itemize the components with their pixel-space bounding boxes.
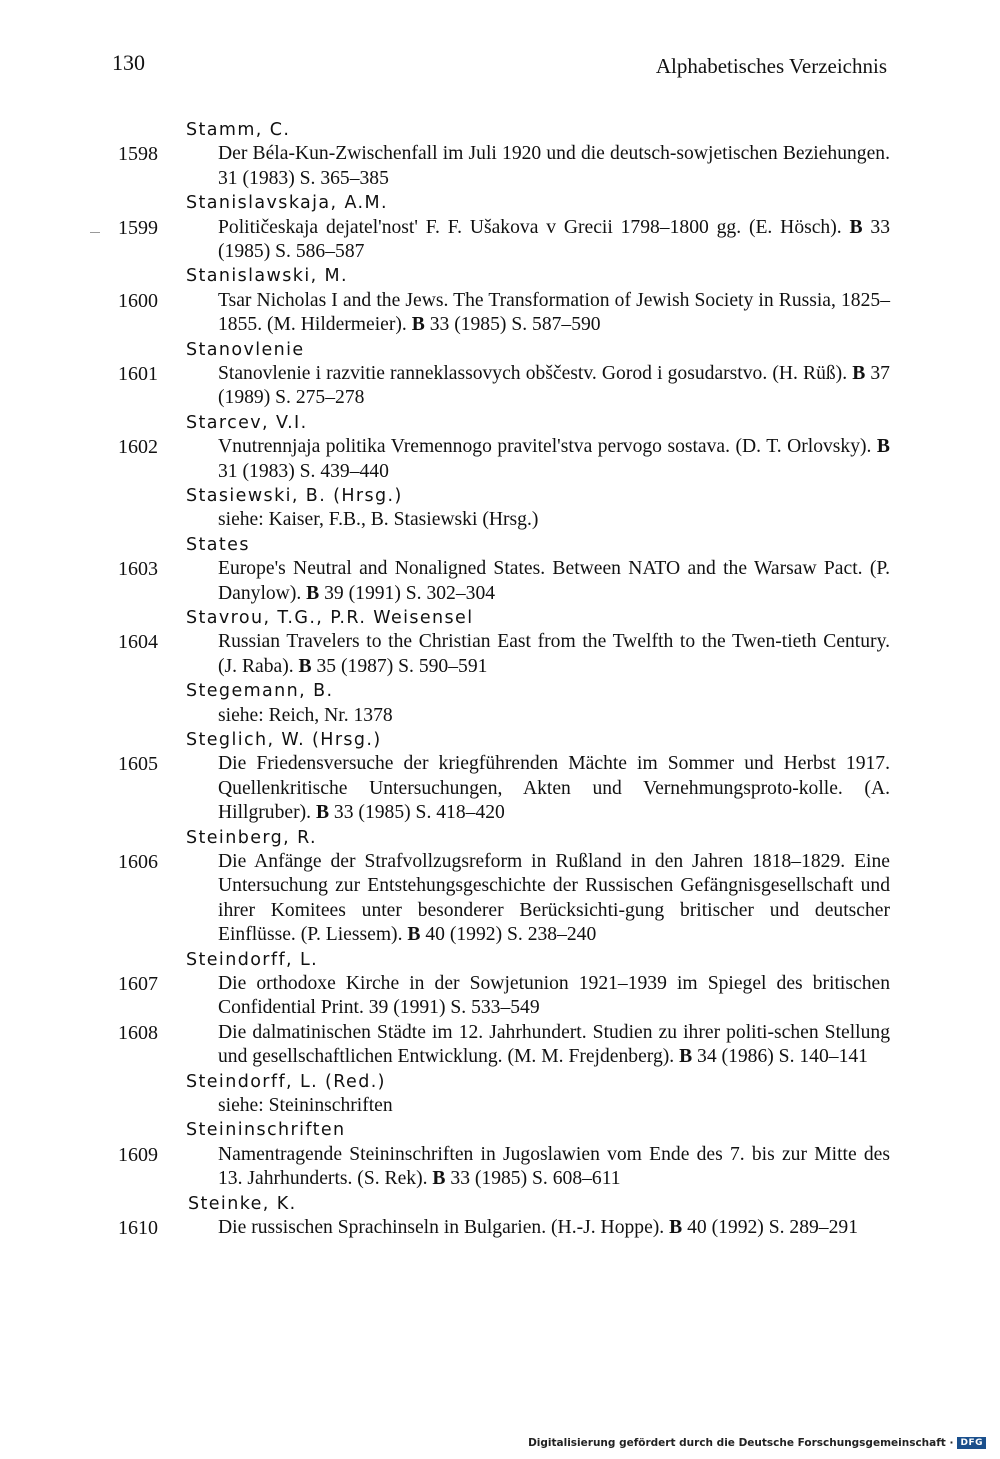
entry-heading: States [186, 534, 250, 555]
entry [118, 289, 890, 338]
entry-heading: Stavrou, T.G., P.R. Weisensel [186, 608, 474, 629]
dfg-logo: DFG [957, 1437, 986, 1449]
entry-number: 1601 [118, 363, 158, 385]
entry [118, 142, 890, 191]
entry-heading: Stamm, C. [186, 120, 291, 140]
entry-number: 1610 [118, 1217, 158, 1240]
entry-text: Stanovlenie i razvitie ranneklassovych obščestv. Gorod i gosudarstvo. (H. Rüß). B 37 (1989) S. 275–278 [218, 363, 890, 409]
entry-text: Političeskaja dejatel'nost' F. F. Ušakova v Grecii 1798–1800 gg. (E. Hösch). B 33 (1985) S. 586–587 [218, 216, 890, 262]
cross-reference: siehe: Reich, Nr. 1378 [218, 704, 393, 726]
digitization-footer [528, 1437, 986, 1449]
entry-number: 1603 [118, 558, 158, 581]
entry-number: 1604 [118, 631, 158, 654]
entry-heading: Stanovlenie [186, 339, 305, 360]
entry [118, 435, 890, 484]
entry-text: Die russischen Sprachinseln in Bulgarien. (H.-J. Hoppe). B 40 (1992) S. 289–291 [218, 1217, 858, 1239]
entry-number: 1598 [118, 143, 158, 166]
entry-heading: Stanislawski, M. [186, 266, 348, 287]
entry-heading: Steindorff, L. (Red.) [186, 1071, 386, 1092]
entry-number: 1602 [118, 436, 158, 459]
entry-text: Europe's Neutral and Nonaligned States. Between NATO and the Warsaw Pact. (P. Danylow). B 39 (1991) S. 302–304 [218, 558, 890, 604]
entry-heading: Steindorff, L. [186, 949, 319, 970]
entry [118, 630, 890, 679]
entry [118, 752, 890, 825]
entry-heading: Steinberg, R. [186, 827, 317, 848]
entry-number: 1599 [118, 216, 158, 239]
scan-mark [90, 232, 100, 233]
entry-text: Tsar Nicholas I and the Jews. The Transformation of Jewish Society in Russia, 1825–1855. (M. Hildermeier). B 33 (1985) S. 587–590 [218, 289, 890, 336]
entry-text: Die Friedensversuche der kriegführenden Mächte im Sommer und Herbst 1917. Quellenkritische Untersuchungen, Akten und Vernehmungsproto-kolle. (A. Hillgruber). B 33 (1985) S. 418–420 [218, 753, 890, 824]
entry [118, 1021, 890, 1070]
entry-heading: Steglich, W. (Hrsg.) [186, 730, 382, 751]
running-head: Alphabetisches Verzeichnis [655, 54, 887, 78]
entry-text: Russian Travelers to the Christian East from the Twelfth to the Twen-tieth Century. (J. Raba). B 35 (1987) S. 590–591 [218, 631, 890, 677]
entry-text: Der Béla-Kun-Zwischenfall im Juli 1920 und die deutsch-sowjetischen Beziehungen. 31 (1983) S. 365–385 [218, 143, 890, 189]
entry-number: 1608 [118, 1021, 158, 1044]
entry-text: Namentragende Steininschriften in Jugoslawien vom Ende des 7. bis zur Mitte des 13. Jahrhunderts. (S. Rek). B 33 (1985) S. 608–611 [218, 1143, 890, 1190]
entry-number: 1609 [118, 1143, 158, 1166]
cross-reference: siehe: Kaiser, F.B., B. Stasiewski (Hrsg.) [218, 509, 539, 531]
entry-text: Die dalmatinischen Städte im 12. Jahrhundert. Studien zu ihrer politi-schen Stellung und gesellschaftlichen Entwicklung. (M. M. Frejdenberg). B 34 (1986) S. 140–141 [218, 1021, 890, 1068]
entry [118, 557, 890, 606]
entry [118, 216, 890, 265]
cross-reference: siehe: Steininschriften [218, 1095, 393, 1117]
entry-heading: Steininschriften [186, 1120, 346, 1141]
entry [118, 1216, 890, 1240]
entry [118, 850, 890, 948]
entry-text: Vnutrennjaja politika Vremennogo pravitel'stva pervogo sostava. (D. T. Orlovsky). B 31 (1983) S. 439–440 [218, 436, 890, 482]
entry-number: 1607 [118, 973, 158, 996]
index-entries [118, 118, 890, 1240]
entry [118, 972, 890, 1021]
entry-number: 1606 [118, 851, 158, 874]
entry-heading: Stasiewski, B. (Hrsg.) [186, 486, 403, 507]
entry-number: 1600 [118, 289, 158, 312]
entry-heading: Stegemann, B. [186, 681, 334, 702]
entry-heading: Starcev, V.I. [186, 412, 308, 433]
entry-number: 1605 [118, 753, 158, 776]
entry-text: Die Anfänge der Strafvollzugsreform in Rußland in den Jahren 1818–1829. Eine Untersuchung zur Entstehungsgeschichte der Russischen Gefängnisgesellschaft und ihrer Komitees unter besonderer Berücksichti-gung britischer und deutscher Einflüsse. (P. Liessem). B 40 (1992) S. 238–240 [218, 851, 890, 946]
entry [118, 362, 890, 411]
page-number: 130 [112, 50, 145, 75]
entry-text: Die orthodoxe Kirche in der Sowjetunion 1921–1939 im Spiegel des britischen Confidential Print. 39 (1991) S. 533–549 [218, 973, 890, 1019]
entry-heading: Stanislavskaja, A.M. [186, 193, 388, 214]
entry-heading: Steinke, K. [188, 1193, 297, 1214]
footer-text: Digitalisierung gefördert durch die Deutsche Forschungsgemeinschaft · [528, 1437, 954, 1449]
entry [118, 1143, 890, 1192]
